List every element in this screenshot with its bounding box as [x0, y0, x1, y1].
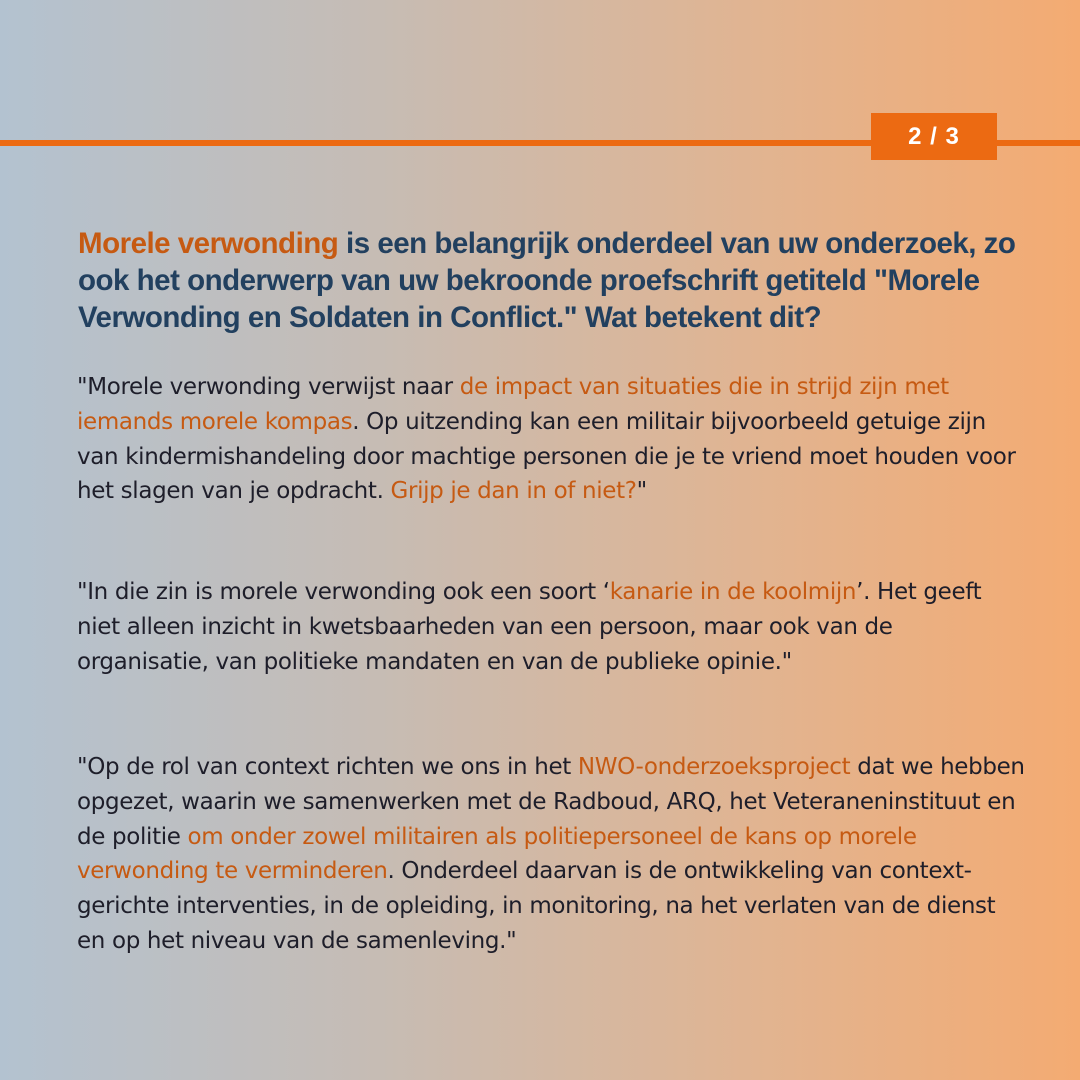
answer-2-highlight-1: kanarie in de koolmijn	[609, 579, 857, 605]
answer-3-text-2: dat we hebben opgezet, waarin we samenwerken met de Radboud, ARQ, het Veteraneninstituut en de politie	[77, 754, 1025, 850]
question-highlight: Morele verwonding	[78, 227, 339, 260]
answer-3-highlight-2: om onder zowel militairen als politiepersoneel de kans op morele verwonding te verminderen	[77, 823, 917, 885]
answer-1-highlight-1: de impact van situaties die in strijd zijn met iemands morele kompas	[77, 374, 949, 435]
answer-3-text-3: . Onderdeel daarvan is de ontwikkeling van context-gerichte interventies, in de opleiding, in monitoring, na het verlaten van de dienst en op het niveau van de samenleving."	[77, 858, 996, 954]
answer-1-text-2: . Op uitzending kan een militair bijvoorbeeld getuige zijn van kindermishandeling door machtige personen die je te vriend moet houden voor het slagen van je opdracht.	[77, 408, 1016, 505]
question-text: is een belangrijk onderdeel van uw onderzoek, zo ook het onderwerp van uw bekroonde proefschrift getiteld "Morele Verwonding en Soldaten in Conflict." Wat betekent dit?	[78, 227, 1016, 334]
interview-question	[78, 225, 1018, 336]
answer-2-text-2: ’. Het geeft niet alleen inzicht in kwetsbaarheden van een persoon, maar ook van de organisatie, van politieke mandaten en van de publieke opinie."	[77, 579, 982, 675]
answer-1-text-3: "	[636, 478, 647, 505]
answer-2-text-1: "In die zin is morele verwonding ook een soort ‘	[77, 579, 610, 605]
answer-paragraph-3	[77, 750, 1027, 959]
answer-3-text-1: "Op de rol van context richten we ons in het	[77, 754, 578, 780]
answer-1-text-1: "Morele verwonding verwijst naar	[77, 374, 460, 400]
answer-paragraph-2	[77, 575, 1027, 679]
page-indicator-badge: 2 / 3	[871, 113, 997, 160]
answer-3-highlight-1: NWO-onderzoeksproject	[577, 754, 851, 780]
answer-paragraph-1	[77, 370, 1027, 509]
answer-1-highlight-2: Grijp je dan in of niet?	[390, 478, 637, 505]
